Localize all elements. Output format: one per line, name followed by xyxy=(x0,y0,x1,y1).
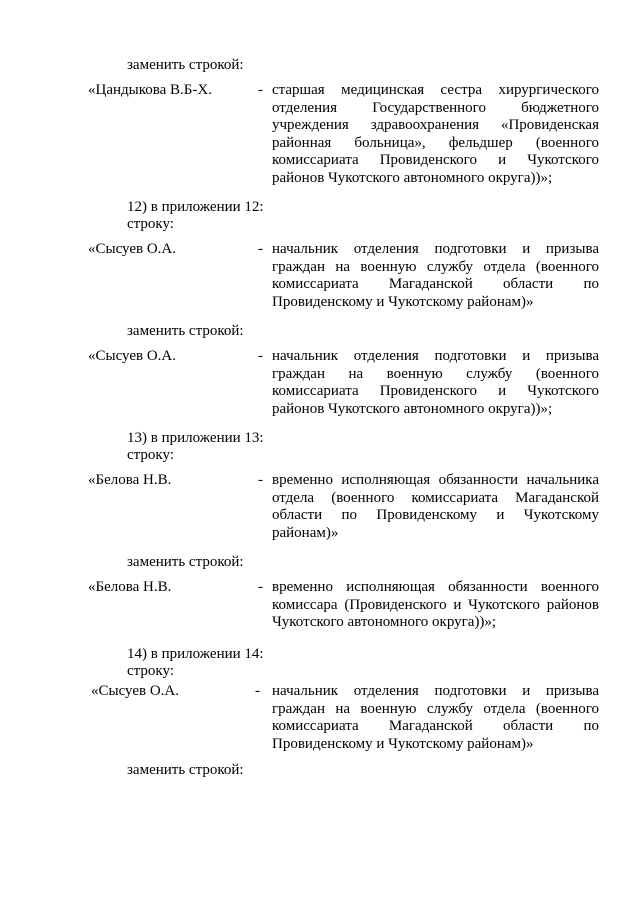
replace-with-line-1: заменить строкой: xyxy=(127,57,244,73)
appendix-12-heading: 12) в приложении 12: xyxy=(127,199,264,215)
appendix-14-heading: 14) в приложении 14: xyxy=(127,646,264,662)
entry-description: временно исполняющая обязанности начальника отдела (военного комиссариата Магаданской области по Провиденскому и Чукотскому районам)» xyxy=(272,472,599,541)
replace-with-line-4: заменить строкой: xyxy=(127,762,244,778)
line-label-1: строку: xyxy=(127,216,174,232)
entry-name: «Белова Н.В. xyxy=(88,472,172,488)
entry-dash: - xyxy=(258,82,263,98)
entry-description: временно исполняющая обязанности военного комиссара (Провиденского и Чукотского районов Чукотского автономного округа))»; xyxy=(272,579,599,630)
entry-name: «Сысуев О.А. xyxy=(91,683,180,699)
line-label-2: строку: xyxy=(127,447,174,463)
entry-name: «Сысуев О.А. xyxy=(88,348,177,364)
entry-name: «Цандыкова В.Б-Х. xyxy=(88,82,212,98)
replace-with-line-3: заменить строкой: xyxy=(127,554,244,570)
entry-name: «Белова Н.В. xyxy=(88,579,172,595)
entry-description: старшая медицинская сестра хирургического отделения Государственного бюджетного учреждения здравоохранения «Провиденская районная больница», фельдшер (военного комиссариата Провиденского и Чукотского районов Чукотского автономного округа))»; xyxy=(272,82,599,186)
replace-with-line-2: заменить строкой: xyxy=(127,323,244,339)
entry-dash: - xyxy=(258,241,263,257)
entry-description: начальник отделения подготовки и призыва граждан на военную службу отдела (военного комиссариата Магаданской области по Провиденскому и Чукотскому районам)» xyxy=(272,683,599,752)
entry-dash: - xyxy=(255,683,260,699)
entry-description: начальник отделения подготовки и призыва граждан на военную службу (военного комиссариата Провиденского и Чукотского районов Чукотского автономного округа))»; xyxy=(272,348,599,417)
appendix-13-heading: 13) в приложении 13: xyxy=(127,430,264,446)
entry-dash: - xyxy=(258,579,263,595)
entry-name: «Сысуев О.А. xyxy=(88,241,177,257)
entry-dash: - xyxy=(258,472,263,488)
line-label-3: строку: xyxy=(127,663,174,679)
entry-dash: - xyxy=(258,348,263,364)
entry-description: начальник отделения подготовки и призыва граждан на военную службу отдела (военного комиссариата Магаданской области по Провиденскому и Чукотскому районам)» xyxy=(272,241,599,310)
